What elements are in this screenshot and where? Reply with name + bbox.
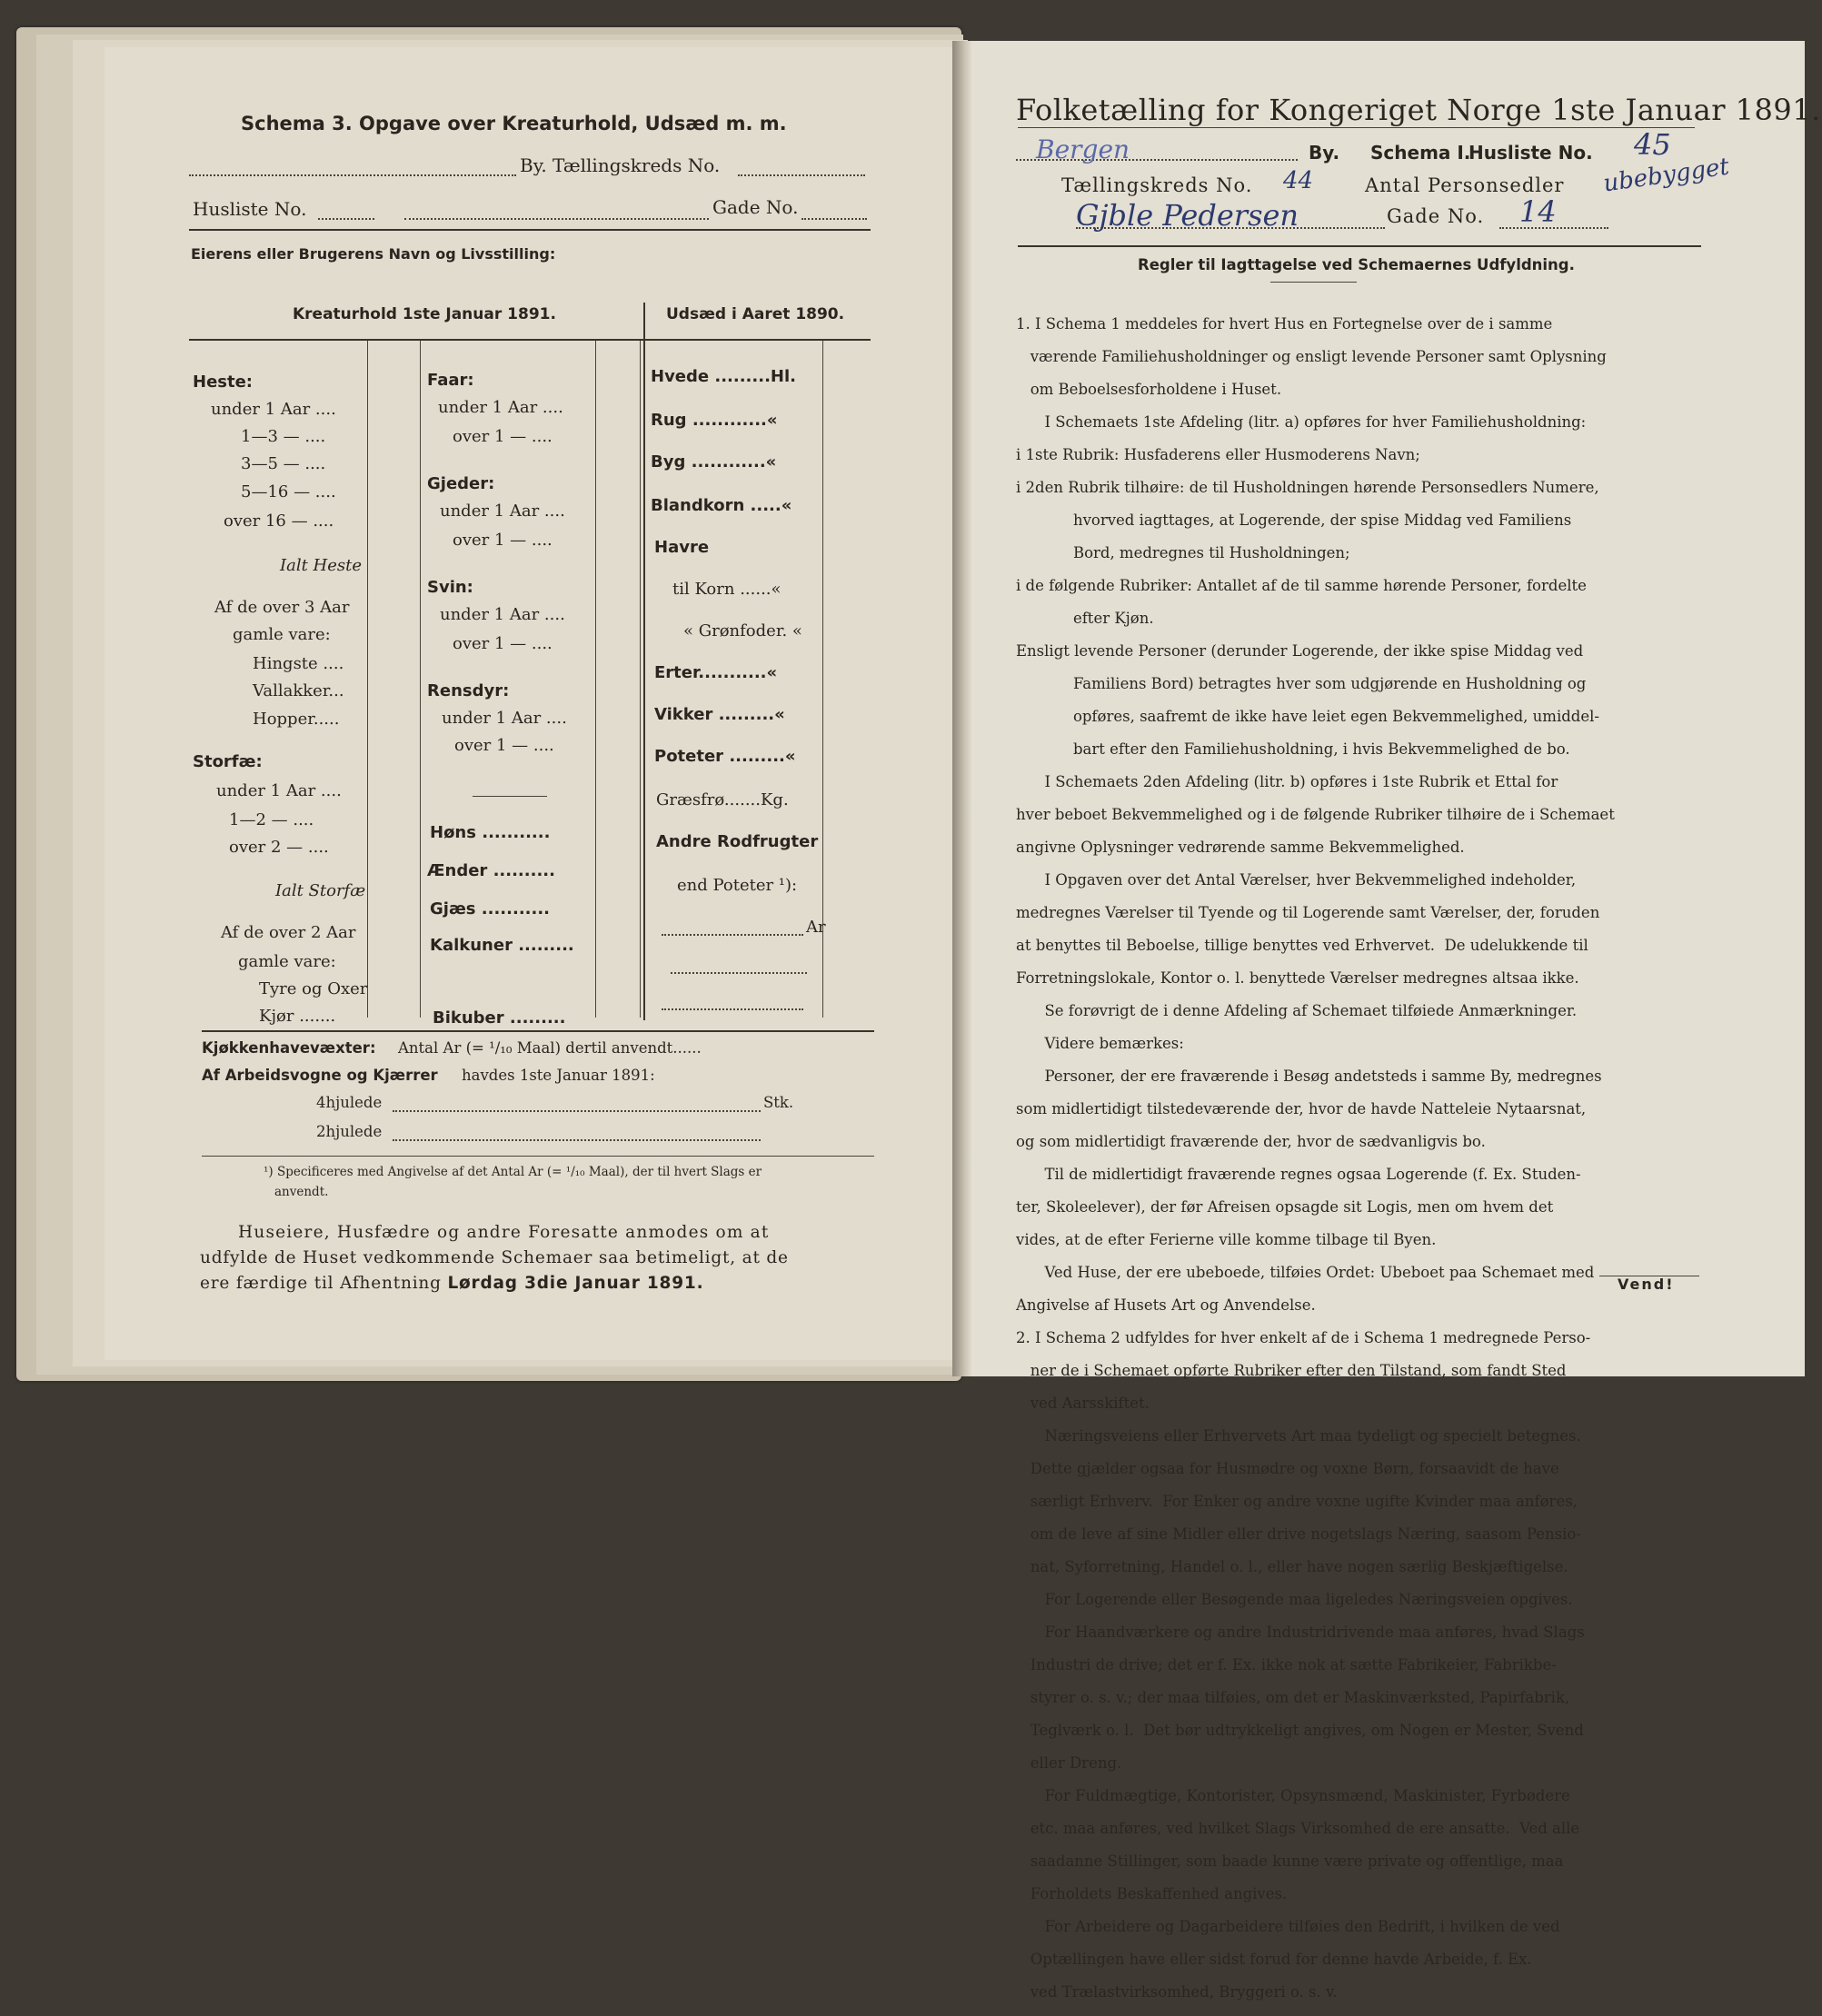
rule-line: som midlertidigt tilstedeværende der, hvor de havde Natteleie Nytaarsnat, (1016, 1099, 1587, 1117)
rule-line: For Haandværkere og andre Industridrivende maa anføres, hvad Slags (1016, 1623, 1585, 1641)
rule-line: For Logerende eller Besøgende maa ligeledes Næringsveien opgives. (1016, 1590, 1573, 1608)
andre-rodfrugter: Andre Rodfrugter (656, 832, 819, 851)
gjaes: Gjæs ........... (430, 899, 551, 919)
gade-dotted-line-2 (801, 218, 867, 220)
column-divider (643, 303, 645, 1020)
hjul4-label: 4hjulede (316, 1094, 383, 1111)
rules-heading-rule (1270, 282, 1357, 283)
husliste-label: Husliste No. (193, 198, 307, 220)
af-over-3: Af de over 3 Aar (214, 598, 350, 617)
blank-line (662, 1008, 803, 1010)
section-rule (202, 1030, 874, 1032)
rule-line: at benyttes til Beboelse, tillige benyttes ved Erhvervet. De udelukkende til (1016, 936, 1588, 954)
rule-line: vides, at de efter Ferierne ville komme tilbage til Byen. (1016, 1230, 1437, 1248)
kjor: Kjør ....... (259, 1007, 336, 1026)
svin-row: under 1 Aar .... (440, 605, 565, 624)
kjokken-label: Kjøkkenhavevæxter: (202, 1039, 376, 1057)
handwritten-tk: 44 (1283, 167, 1314, 194)
rule-line: angivne Oplysninger vedrørende samme Bekvemmelighed. (1016, 838, 1465, 856)
rule-line: ved Aarsskiftet. (1016, 1394, 1150, 1412)
storfae-row: over 2 — .... (229, 838, 329, 857)
rule-line: For Fuldmægtige, Kontorister, Opsynsmænd, Maskinister, Fyrbødere (1016, 1786, 1570, 1804)
rule-line: bart efter den Familiehusholdning, i hvis Bekvemmelighed de bo. (1016, 740, 1570, 758)
rule-line: Familiens Bord) betragtes hver som udgjørende en Husholdning og (1016, 674, 1587, 692)
rule-line: I Opgaven over det Antal Værelser, hver Bekvemmelighed indeholder, (1016, 870, 1577, 889)
svin-label: Svin: (427, 578, 473, 597)
owner-label: Eierens eller Brugerens Navn og Livsstilling: (191, 245, 556, 263)
rule-line: Teglværk o. l. Det bør udtrykkeligt angives, om Nogen er Mester, Svend (1016, 1721, 1584, 1739)
rule-line: 1. I Schema 1 meddeles for hvert Hus en Fortegnelse over de i samme (1016, 314, 1553, 333)
rule-line: eller Dreng. (1016, 1753, 1122, 1772)
hopper: Hopper..... (253, 710, 340, 729)
ar-unit: Ar (806, 918, 826, 937)
gjeder-row: over 1 — .... (453, 531, 553, 550)
vend-label: Vend! (1618, 1276, 1675, 1293)
antal-label: Antal Personsedler (1365, 174, 1565, 196)
graesfro: Græsfrø.......Kg. (656, 790, 789, 809)
col1-heading: Kreaturhold 1ste Januar 1891. (293, 305, 556, 323)
heste-row: under 1 Aar .... (211, 400, 336, 419)
header-rule-right (1018, 245, 1701, 247)
header-rule (189, 339, 871, 341)
husliste-dotted-line (318, 218, 374, 220)
gade-dotted-line (404, 218, 709, 220)
heste-row: 1—3 — .... (241, 427, 326, 446)
by-label: By. (1309, 142, 1340, 164)
footnote-line-1: ¹) Specificeres med Angivelse af det Antal Ar (= ¹/₁₀ Maal), der til hvert Slags er (264, 1165, 762, 1179)
hingste: Hingste .... (253, 654, 344, 673)
handwritten-name: Gjble Pedersen (1076, 198, 1299, 233)
rensdyr-row: under 1 Aar .... (442, 709, 567, 728)
rule-line: medregnes Værelser til Tyende og til Logerende samt Værelser, der, foruden (1016, 903, 1600, 921)
handwritten-city: Bergen (1036, 134, 1130, 164)
husliste-no-label: Husliste No. (1469, 142, 1593, 164)
hjul2-label: 2hjulede (316, 1123, 383, 1140)
schema-label: Schema I. (1370, 142, 1471, 164)
rule-line: Ved Huse, der ere ubeboede, tilføies Ordet: Ubeboet paa Schemaet med (1016, 1263, 1595, 1281)
rule-line: opføres, saafremt de ikke have leiet egen Bekvemmelighed, umiddel- (1016, 707, 1599, 725)
title-underline (1018, 127, 1695, 128)
closing-line-3b: Lørdag 3die Januar 1891. (447, 1274, 704, 1293)
col-line (420, 341, 421, 1018)
rule-line: Dette gjælder ogsaa for Husmødre og voxne Børn, forsaavidt de have (1016, 1459, 1559, 1477)
blandkorn: Blandkorn .....« (651, 496, 792, 515)
gjeder-label: Gjeder: (427, 474, 495, 493)
rule-line: ved Trælastvirksomhed, Bryggeri o. s. v. (1016, 1982, 1338, 2001)
rule-line: Forretningslokale, Kontor o. l. benyttede Værelser medregnes altsaa ikke. (1016, 968, 1579, 987)
arbeidsvogne-text: havdes 1ste Januar 1891: (462, 1067, 655, 1084)
rensdyr-label: Rensdyr: (427, 681, 510, 700)
heste-row: 5—16 — .... (241, 482, 336, 502)
rule-line: i 2den Rubrik tilhøire: de til Husholdningen hørende Personsedlers Numere, (1016, 478, 1599, 496)
heste-row: 3—5 — .... (241, 454, 326, 473)
rule-line: Ensligt levende Personer (derunder Logerende, der ikke spise Middag ved (1016, 641, 1584, 660)
arbeidsvogne-label: Af Arbeidsvogne og Kjærrer (202, 1067, 438, 1084)
rule-line: Angivelse af Husets Art og Anvendelse. (1016, 1296, 1316, 1314)
aender: Ænder .......... (427, 861, 555, 880)
rule-line: hvorved iagttages, at Logerende, der spise Middag ved Familiens (1016, 511, 1572, 529)
svin-row: over 1 — .... (453, 634, 553, 653)
rule-line: efter Kjøn. (1016, 609, 1154, 627)
rule-line: I Schemaets 2den Afdeling (litr. b) opføres i 1ste Rubrik et Ettal for (1016, 772, 1558, 790)
schema3-title: Schema 3. Opgave over Kreaturhold, Udsæd m. m. (241, 113, 787, 134)
book-gutter (952, 41, 972, 1376)
rug: Rug ............« (651, 411, 778, 430)
closing-line-2: udfylde de Huset vedkommende Schemaer saa betimeligt, at de (200, 1248, 789, 1267)
rule-line: værende Familiehusholdninger og ensligt levende Personer samt Oplysning (1016, 347, 1607, 365)
poteter: Poteter .........« (654, 747, 796, 766)
blank-line (671, 972, 807, 974)
blank-line (662, 934, 803, 936)
kalkuner: Kalkuner ......... (430, 936, 574, 955)
rule-line: Industri de drive; det er f. Ex. ikke nok at sætte Fabrikeier, Fabrikbe- (1016, 1655, 1557, 1673)
by-tk-label: By. Tællingskreds No. (520, 154, 721, 176)
rule-line: særligt Erhverv. For Enker og andre voxne ugifte Kvinder maa anføres, (1016, 1492, 1578, 1510)
havre: Havre (654, 538, 710, 557)
rule-line: Optællingen have eller sidst forud for denne havde Arbeide, f. Ex. (1016, 1950, 1532, 1968)
rule-line: i de følgende Rubriker: Antallet af de til samme hørende Personer, fordelte (1016, 576, 1587, 594)
rule-line: Bord, medregnes til Husholdningen; (1016, 543, 1350, 561)
name-line (1076, 227, 1385, 229)
tyre-oxer: Tyre og Oxer (259, 979, 368, 998)
hjul2-line (393, 1139, 761, 1141)
rule-line: Næringsveiens eller Erhvervets Art maa tydeligt og specielt betegnes. (1016, 1426, 1581, 1445)
rule-line: Til de midlertidigt fraværende regnes ogsaa Logerende (f. Ex. Studen- (1016, 1165, 1581, 1183)
storfae-label: Storfæ: (193, 752, 263, 771)
rule-line: i 1ste Rubrik: Husfaderens eller Husmoderens Navn; (1016, 445, 1420, 463)
col-line (367, 341, 368, 1018)
vallakker: Vallakker... (253, 681, 344, 700)
rule-line: saadanne Stillinger, som baade kunne være private og offentlige, maa (1016, 1852, 1564, 1870)
rule-line: For Arbeidere og Dagarbeidere tilføies den Bedrift, i hvilken de ved (1016, 1917, 1560, 1935)
ialt-storfae: Ialt Storfæ (275, 881, 366, 900)
col-line (640, 341, 641, 1018)
ialt-heste: Ialt Heste (280, 556, 363, 575)
handwritten-antal: ubebygget (1601, 153, 1731, 198)
census-title: Folketælling for Kongeriget Norge 1ste Januar 1891. (1016, 93, 1821, 127)
erter: Erter...........« (654, 663, 778, 682)
byg: Byg ............« (651, 452, 777, 472)
footnote-rule (202, 1156, 874, 1157)
rule-line: ter, Skoleelever), der før Afreisen opsagde sit Logis, men om hvem det (1016, 1197, 1554, 1216)
rule-line: styrer o. s. v.; der maa tilføies, om det er Maskinværksted, Papirfabrik, (1016, 1688, 1570, 1706)
faar-label: Faar: (427, 371, 474, 390)
end-poteter: end Poteter ¹): (677, 876, 798, 895)
rule-line: og som midlertidigt fraværende der, hvor de sædvanligvis bo. (1016, 1132, 1486, 1150)
bikuber: Bikuber ......... (433, 1008, 566, 1028)
tk-dotted-line (738, 174, 865, 176)
rule-line: nat, Syforretning, Handel o. l., eller have nogen særlig Beskjæftigelse. (1016, 1557, 1568, 1575)
closing-line-3a: ere færdige til Afhentning (200, 1274, 448, 1293)
gamle-vare: gamle vare: (233, 625, 331, 644)
col2-heading: Udsæd i Aaret 1890. (666, 305, 845, 323)
stk-unit: Stk. (763, 1094, 794, 1111)
storfae-row: 1—2 — .... (229, 810, 314, 829)
rule-line: 2. I Schema 2 udfyldes for hver enkelt af de i Schema 1 medregnede Perso- (1016, 1328, 1591, 1346)
hons: Høns ........... (430, 823, 551, 842)
heste-label: Heste: (193, 372, 253, 392)
short-rule (473, 796, 547, 797)
handwritten-gade: 14 (1519, 194, 1557, 229)
closing-line-3 (200, 1274, 703, 1293)
rule-line: Se forøvrigt de i denne Afdeling af Schemaet tilføiede Anmærkninger. (1016, 1001, 1578, 1019)
rule-line: etc. maa anføres, ved hvilket Slags Virksomhed de ere ansatte. Ved alle (1016, 1819, 1580, 1837)
rule-line: hver beboet Bekvemmelighed og i de følgende Rubriker tilhøire de i Schemaet (1016, 805, 1615, 823)
storfae-row: under 1 Aar .... (216, 781, 342, 800)
vikker: Vikker .........« (654, 705, 785, 724)
til-korn: til Korn ......« (672, 580, 782, 599)
faar-row: under 1 Aar .... (438, 398, 563, 417)
footnote-line-2: anvendt. (274, 1185, 329, 1199)
rule-line: Videre bemærkes: (1016, 1034, 1184, 1052)
gade-no-label: Gade No. (1387, 205, 1485, 227)
af-over-2: Af de over 2 Aar (221, 923, 356, 942)
rule-line (189, 229, 871, 231)
hjul4-line (393, 1110, 761, 1112)
by-dotted-line (189, 174, 516, 176)
rules-heading: Regler til Iagttagelse ved Schemaernes Udfyldning. (1138, 256, 1575, 273)
kjokken-text: Antal Ar (= ¹/₁₀ Maal) dertil anvendt...... (398, 1039, 702, 1057)
rule-line: I Schemaets 1ste Afdeling (litr. a) opføres for hver Familiehusholdning: (1016, 412, 1587, 431)
rule-line: Forholdets Beskaffenhed angives. (1016, 1884, 1288, 1902)
heste-row: over 16 — .... (224, 511, 334, 531)
col-line (595, 341, 596, 1018)
rule-line: om de leve af sine Midler eller drive nogetslags Næring, saasom Pensio- (1016, 1524, 1581, 1543)
rules-text (1016, 300, 1707, 2016)
hvede: Hvede .........Hl. (651, 367, 796, 386)
gade-label: Gade No. (712, 196, 799, 218)
tk-label: Tællingskreds No. (1061, 174, 1253, 196)
rule-line: ner de i Schemaet opførte Rubriker efter den Tilstand, som fandt Sted (1016, 1361, 1567, 1379)
col-line (822, 341, 823, 1018)
rule-line: Personer, der ere fraværende i Besøg andetsteds i samme By, medregnes (1016, 1067, 1602, 1085)
closing-line-1: Huseiere, Husfædre og andre Foresatte anmodes om at (238, 1223, 770, 1242)
gamle-vare-2: gamle vare: (238, 952, 336, 971)
gade-line (1499, 227, 1608, 229)
handwritten-husliste: 45 (1634, 127, 1671, 162)
rensdyr-row: over 1 — .... (454, 736, 554, 755)
gronfoder: « Grønfoder. « (683, 621, 802, 641)
left-page (105, 47, 963, 1360)
faar-row: over 1 — .... (453, 427, 553, 446)
gjeder-row: under 1 Aar .... (440, 502, 565, 521)
rule-line: om Beboelsesforholdene i Huset. (1016, 380, 1282, 398)
